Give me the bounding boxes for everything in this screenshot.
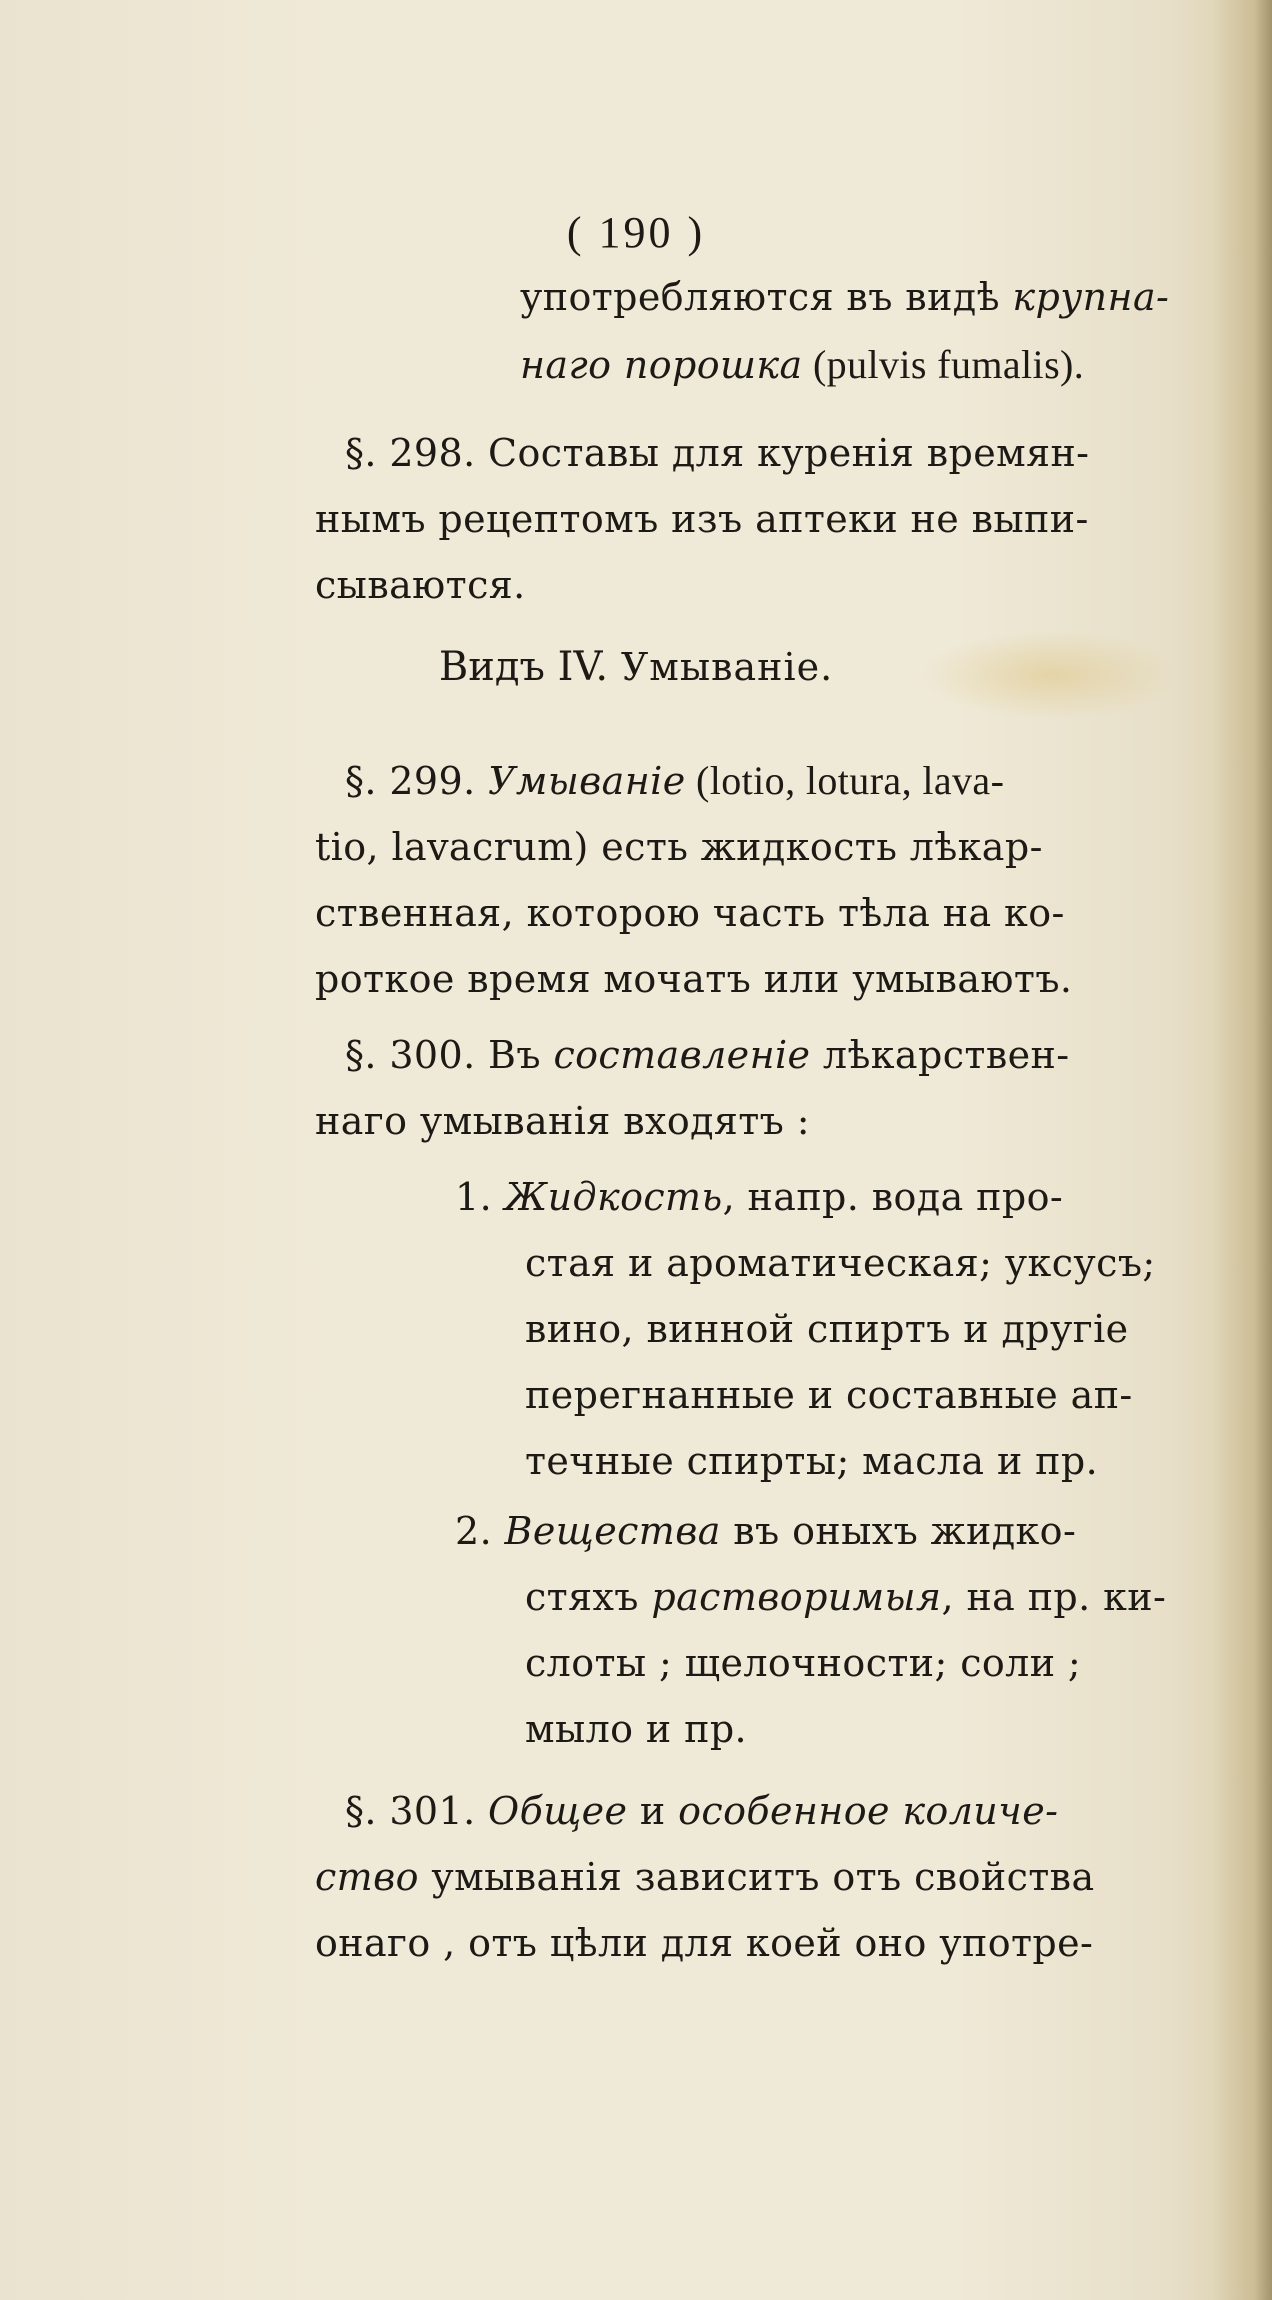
paragraph-299-line-2 <box>315 822 1205 872</box>
text-line <box>520 272 1200 322</box>
line-text: (lotio, lotura, lava- <box>685 758 1005 803</box>
italic-term: Жидкость <box>504 1175 723 1219</box>
line-text: наго умыванія входятъ : <box>315 1099 810 1143</box>
italic-term: крупна- <box>1012 275 1170 319</box>
line-text: , на пр. ки- <box>941 1575 1167 1619</box>
page-edge-shadow <box>1212 0 1272 2300</box>
italic-term: наго порошка <box>520 343 803 387</box>
italic-term: растворимыя <box>651 1575 942 1619</box>
paragraph-298-line-1 <box>345 428 1205 478</box>
line-text: ственная, которою часть тѣла на ко- <box>315 891 1065 935</box>
list-item-1-line-3 <box>525 1304 1129 1354</box>
paragraph-301-line-2 <box>315 1852 1095 1902</box>
line-text: мыло и пр. <box>525 1707 748 1751</box>
line-text: стяхъ <box>525 1575 652 1619</box>
paragraph-298-line-2 <box>315 494 1205 544</box>
paragraph-300-line-1 <box>345 1030 1069 1080</box>
line-text: стая и ароматическая; уксусъ; <box>525 1241 1156 1285</box>
line-text: лѣкарствен- <box>810 1033 1070 1077</box>
line-text: употребляются въ видѣ <box>520 275 1013 319</box>
paragraph-301-line-3 <box>315 1918 1093 1968</box>
italic-term: особенное количе- <box>678 1789 1059 1833</box>
list-item-1-line-5 <box>525 1436 1098 1486</box>
line-text: умыванія зависитъ отъ свойства <box>418 1855 1095 1899</box>
text-line <box>520 340 1084 390</box>
paragraph-299-line-4 <box>315 954 1072 1004</box>
section-title: Умываніе. <box>620 645 834 689</box>
line-text: течные спирты; масла и пр. <box>525 1439 1099 1483</box>
paragraph-299-line-3 <box>315 888 1205 938</box>
list-item-1-line-1 <box>455 1172 1063 1222</box>
italic-term: составленіе <box>553 1033 811 1077</box>
line-text: сываются. <box>315 563 526 607</box>
list-item-1-line-2 <box>525 1238 1156 1288</box>
line-text: онаго , отъ цѣли для коей оно употре- <box>315 1921 1094 1965</box>
line-text: и <box>627 1789 679 1833</box>
paragraph-298-line-3 <box>315 560 526 610</box>
paragraph-299-line-1 <box>345 756 1205 806</box>
italic-term: Общее <box>488 1789 628 1833</box>
list-number: 1. <box>455 1175 505 1219</box>
line-text: §. 300. Въ <box>345 1033 554 1077</box>
paragraph-300-line-2 <box>315 1096 810 1146</box>
line-text: tio, lavacrum) есть жидкость лѣкар- <box>315 825 1043 869</box>
list-item-1-line-4 <box>525 1370 1133 1420</box>
list-item-2-line-2 <box>525 1572 1166 1622</box>
list-number: 2. <box>455 1509 505 1553</box>
paragraph-301-line-1 <box>345 1786 1058 1836</box>
line-text: §. 298. Составы для куренія времян- <box>345 431 1090 475</box>
line-text: (pulvis fumalis). <box>802 342 1085 387</box>
line-text: перегнанные и составные ап- <box>525 1373 1133 1417</box>
italic-term: Вещества <box>504 1509 721 1553</box>
line-text: въ оныхъ жидко- <box>720 1509 1077 1553</box>
italic-term: ство <box>315 1855 419 1899</box>
line-text: §. 301. <box>345 1789 489 1833</box>
list-item-2-line-4 <box>525 1704 747 1754</box>
page-number-header: ( 190 ) <box>566 208 706 257</box>
line-text: , напр. вода про- <box>722 1175 1064 1219</box>
line-text: нымъ рецептомъ изъ аптеки не выпи- <box>315 497 1089 541</box>
line-text: слоты ; щелочности; соли ; <box>525 1641 1082 1685</box>
list-item-2-line-3 <box>525 1638 1081 1688</box>
list-item-2-line-1 <box>455 1506 1076 1556</box>
section-heading <box>0 642 1272 692</box>
section-number: Видъ IV. <box>438 644 609 690</box>
line-text: роткое время мочатъ или умываютъ. <box>315 957 1073 1001</box>
italic-term: Умываніе <box>488 759 686 803</box>
line-text: вино, винной спиртъ и другіе <box>525 1307 1129 1351</box>
line-text: §. 299. <box>345 759 489 803</box>
